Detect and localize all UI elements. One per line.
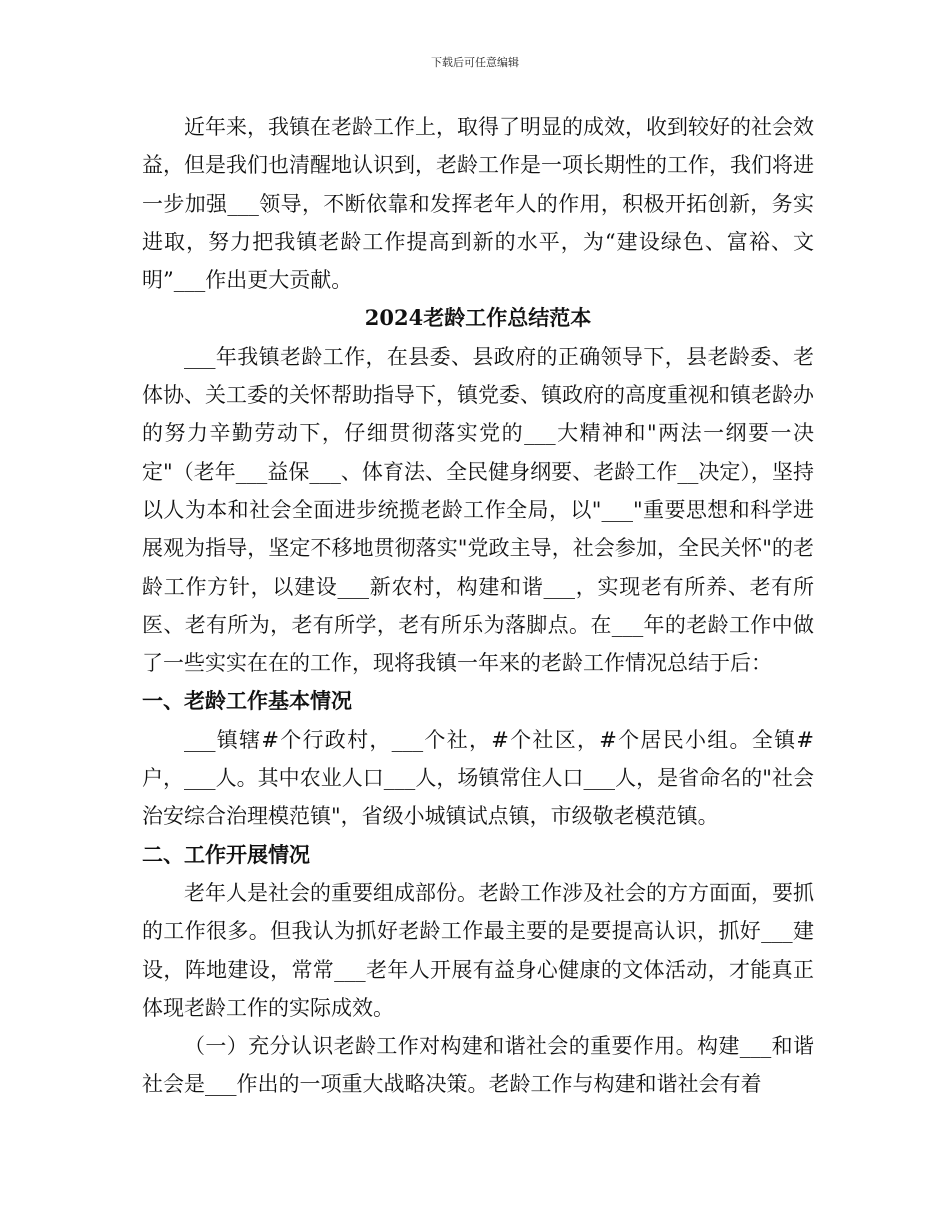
document-body xyxy=(142,108,814,1104)
document-title: 2024老龄工作总结范本 xyxy=(364,305,592,331)
page-header: 下载后可任意编辑 xyxy=(431,56,519,69)
basic-situation-paragraph: ___镇辖#个行政村，___个社，#个社区，#个居民小组。全镇#户，___人。其中农业人口___人，场镇常住人口___人，是省命名的"社会治安综合治理模范镇"，省级小城镇试点镇，市级敬老模范镇。 xyxy=(142,727,814,829)
section-heading-basic-situation: 一、老龄工作基本情况 xyxy=(142,688,352,714)
intro-paragraph: 近年来，我镇在老龄工作上，取得了明显的成效，收到较好的社会效益，但是我们也清醒地认识到，老龄工作是一项长期性的工作，我们将进一步加强___领导，不断依靠和发挥老年人的作用，积极开拓创新，务实进取，努力把我镇老龄工作提高到新的水平，为“建设绿色、富裕、文明”___作出更大贡献。 xyxy=(142,115,814,293)
work-progress-paragraph: 老年人是社会的重要组成部份。老龄工作涉及社会的方方面面，要抓的工作很多。但我认为抓好老龄工作最主要的是要提高认识，抓好___建设，阵地建设，常常___老年人开展有益身心健康的文体活动，才能真正体现老龄工作的实际成效。 xyxy=(142,880,814,1020)
subsection-paragraph: （一）充分认识老龄工作对构建和谐社会的重要作用。构建___和谐社会是___作出的一项重大战略决策。老龄工作与构建和谐社会有着 xyxy=(142,1034,814,1097)
summary-paragraph: ___年我镇老龄工作，在县委、县政府的正确领导下，县老龄委、老体协、关工委的关怀帮助指导下，镇党委、镇政府的高度重视和镇老龄办的努力辛勤劳动下，仔细贯彻落实党的___大精神和"两法一纲要一决定"（老年___益保___、体育法、全民健身纲要、老龄工作__决定），坚持以人为本和社会全面进步统揽老龄工作全局，以"___"重要思想和科学进展观为指导，坚定不移地贯彻落实"党政主导，社会参加，全民关怀"的老龄工作方针，以建设___新农村，构建和谐___，实现老有所养、老有所医、老有所为，老有所学，老有所乐为落脚点。在___年的老龄工作中做了一些实实在在的工作，现将我镇一年来的老龄工作情况总结于后： xyxy=(142,344,814,676)
section-heading-work-progress: 二、工作开展情况 xyxy=(142,841,310,867)
